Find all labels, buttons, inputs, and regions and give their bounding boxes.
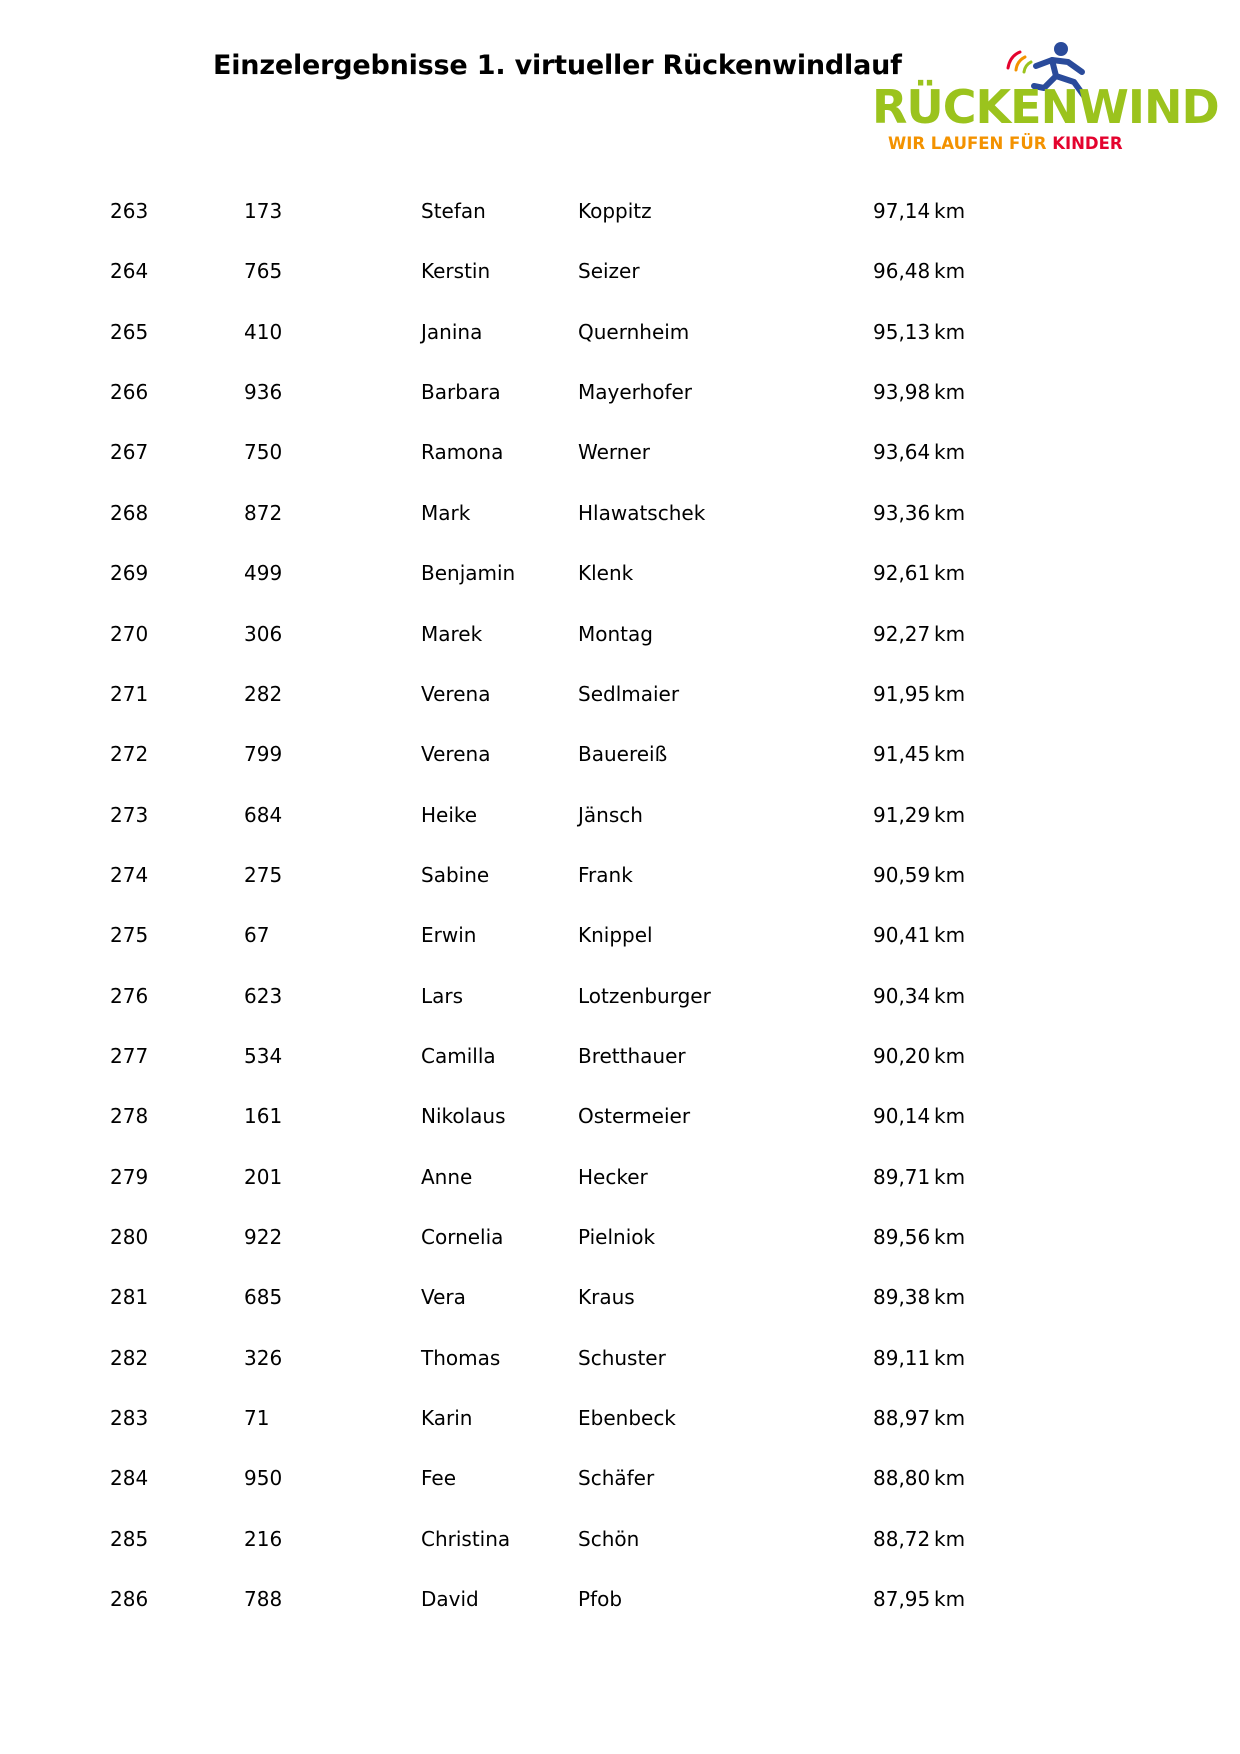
result-first-name: Janina	[421, 319, 483, 344]
result-rank: 267	[110, 440, 149, 465]
result-rank: 270	[110, 621, 149, 646]
result-unit: km	[934, 1225, 966, 1249]
result-start-number: 173	[244, 199, 283, 223]
result-first-name: Vera	[421, 1285, 466, 1310]
result-row	[0, 196, 1240, 226]
result-first-name: Heike	[421, 802, 478, 827]
result-unit: km	[934, 983, 966, 1008]
result-unit: km	[934, 1406, 966, 1430]
result-start-number: 950	[244, 1466, 283, 1491]
result-first-name: Kerstin	[421, 259, 491, 284]
result-last-name: Jänsch	[578, 802, 643, 827]
result-distance: 93,36	[873, 500, 931, 525]
result-rank: 263	[110, 199, 149, 223]
result-distance: 95,13	[873, 319, 931, 344]
result-rank: 277	[110, 1043, 149, 1068]
result-start-number: 799	[244, 742, 283, 767]
result-rank: 271	[110, 681, 149, 706]
result-last-name: Frank	[578, 862, 633, 887]
result-unit: km	[934, 802, 966, 827]
result-distance: 89,71	[873, 1164, 931, 1189]
result-unit: km	[934, 561, 966, 586]
rueckenwind-logo	[870, 40, 1219, 160]
result-start-number: 499	[244, 561, 283, 586]
result-row	[0, 1162, 1240, 1192]
result-start-number: 216	[244, 1526, 283, 1551]
result-first-name: Ramona	[421, 440, 504, 465]
result-rank: 264	[110, 259, 149, 284]
result-start-number: 410	[244, 319, 283, 344]
result-distance: 91,29	[873, 802, 931, 827]
result-first-name: Erwin	[421, 923, 477, 948]
result-distance: 97,14	[873, 199, 931, 223]
result-rank: 265	[110, 319, 149, 344]
result-rank: 281	[110, 1285, 149, 1310]
result-first-name: David	[421, 1587, 479, 1611]
result-first-name: Cornelia	[421, 1225, 504, 1249]
result-unit: km	[934, 681, 966, 706]
result-row	[0, 256, 1240, 286]
page-title: Einzelergebnisse 1. virtueller Rückenwindlauf	[213, 50, 902, 81]
result-unit: km	[934, 742, 966, 767]
result-distance: 92,61	[873, 561, 931, 586]
result-rank: 278	[110, 1104, 149, 1129]
result-start-number: 788	[244, 1587, 283, 1611]
result-unit: km	[934, 199, 966, 223]
result-distance: 91,95	[873, 681, 931, 706]
result-first-name: Benjamin	[421, 561, 516, 586]
result-start-number: 765	[244, 259, 283, 284]
result-unit: km	[934, 380, 966, 405]
result-first-name: Verena	[421, 681, 491, 706]
result-last-name: Koppitz	[578, 199, 652, 223]
result-start-number: 623	[244, 983, 283, 1008]
result-distance: 90,41	[873, 923, 931, 948]
result-rank: 272	[110, 742, 149, 767]
result-start-number: 534	[244, 1043, 283, 1068]
result-start-number: 282	[244, 681, 283, 706]
result-first-name: Christina	[421, 1526, 511, 1551]
result-unit: km	[934, 1104, 966, 1129]
result-unit: km	[934, 923, 966, 948]
result-last-name: Hecker	[578, 1164, 648, 1189]
result-rank: 279	[110, 1164, 149, 1189]
result-row	[0, 1584, 1240, 1614]
result-start-number: 326	[244, 1345, 283, 1370]
result-row	[0, 1101, 1240, 1131]
result-last-name: Pfob	[578, 1587, 623, 1611]
result-distance: 89,11	[873, 1345, 931, 1370]
result-unit: km	[934, 259, 966, 284]
result-first-name: Camilla	[421, 1043, 496, 1068]
result-start-number: 71	[244, 1406, 270, 1430]
result-last-name: Klenk	[578, 561, 634, 586]
result-last-name: Hlawatschek	[578, 500, 706, 525]
result-first-name: Verena	[421, 742, 491, 767]
result-row	[0, 558, 1240, 588]
result-last-name: Ebenbeck	[578, 1406, 676, 1430]
result-distance: 90,20	[873, 1043, 931, 1068]
result-row	[0, 498, 1240, 528]
result-row	[0, 1222, 1240, 1252]
result-unit: km	[934, 319, 966, 344]
result-first-name: Anne	[421, 1164, 473, 1189]
result-rank: 286	[110, 1587, 149, 1611]
result-first-name: Thomas	[421, 1345, 501, 1370]
result-distance: 90,59	[873, 862, 931, 887]
result-rank: 273	[110, 802, 149, 827]
result-distance: 90,34	[873, 983, 931, 1008]
result-first-name: Karin	[421, 1406, 473, 1430]
result-first-name: Fee	[421, 1466, 457, 1491]
logo-wordmark: RÜCKENWIND	[872, 80, 1219, 134]
result-first-name: Nikolaus	[421, 1104, 506, 1129]
result-row	[0, 437, 1240, 467]
result-start-number: 922	[244, 1225, 283, 1249]
result-distance: 88,97	[873, 1406, 931, 1430]
result-last-name: Kraus	[578, 1285, 635, 1310]
result-start-number: 161	[244, 1104, 283, 1129]
result-distance: 87,95	[873, 1587, 931, 1611]
result-distance: 91,45	[873, 742, 931, 767]
result-start-number: 306	[244, 621, 283, 646]
result-start-number: 275	[244, 862, 283, 887]
result-last-name: Montag	[578, 621, 653, 646]
result-row	[0, 1282, 1240, 1312]
result-row	[0, 377, 1240, 407]
result-rank: 283	[110, 1406, 149, 1430]
result-rank: 268	[110, 500, 149, 525]
result-distance: 93,98	[873, 380, 931, 405]
result-unit: km	[934, 440, 966, 465]
result-distance: 89,56	[873, 1225, 931, 1249]
result-last-name: Sedlmaier	[578, 681, 680, 706]
result-unit: km	[934, 1164, 966, 1189]
result-start-number: 936	[244, 380, 283, 405]
result-last-name: Schuster	[578, 1345, 666, 1370]
result-first-name: Stefan	[421, 199, 486, 223]
result-distance: 89,38	[873, 1285, 931, 1310]
result-rank: 285	[110, 1526, 149, 1551]
result-row	[0, 679, 1240, 709]
result-last-name: Seizer	[578, 259, 640, 284]
result-row	[0, 800, 1240, 830]
result-last-name: Ostermeier	[578, 1104, 691, 1129]
result-start-number: 685	[244, 1285, 283, 1310]
result-last-name: Knippel	[578, 923, 653, 948]
result-unit: km	[934, 1345, 966, 1370]
result-first-name: Lars	[421, 983, 464, 1008]
result-last-name: Lotzenburger	[578, 983, 711, 1008]
result-last-name: Bretthauer	[578, 1043, 686, 1068]
result-last-name: Schön	[578, 1526, 640, 1551]
result-unit: km	[934, 500, 966, 525]
result-unit: km	[934, 1587, 966, 1611]
result-first-name: Mark	[421, 500, 471, 525]
result-first-name: Marek	[421, 621, 483, 646]
result-last-name: Quernheim	[578, 319, 690, 344]
result-row	[0, 1403, 1240, 1433]
result-unit: km	[934, 1285, 966, 1310]
result-start-number: 201	[244, 1164, 283, 1189]
result-row	[0, 1463, 1240, 1493]
result-unit: km	[934, 1466, 966, 1491]
result-start-number: 872	[244, 500, 283, 525]
logo-tagline	[888, 136, 1123, 153]
result-first-name: Sabine	[421, 862, 490, 887]
result-row	[0, 981, 1240, 1011]
result-rank: 274	[110, 862, 149, 887]
result-unit: km	[934, 862, 966, 887]
result-start-number: 67	[244, 923, 270, 948]
result-rank: 284	[110, 1466, 149, 1491]
logo-tagline-part2: KINDER	[1052, 134, 1123, 153]
result-rank: 275	[110, 923, 149, 948]
result-distance: 96,48	[873, 259, 931, 284]
result-first-name: Barbara	[421, 380, 501, 405]
result-rank: 269	[110, 561, 149, 586]
result-rank: 282	[110, 1345, 149, 1370]
result-last-name: Mayerhofer	[578, 380, 693, 405]
result-start-number: 684	[244, 802, 283, 827]
result-row	[0, 739, 1240, 769]
result-distance: 88,80	[873, 1466, 931, 1491]
result-distance: 88,72	[873, 1526, 931, 1551]
result-unit: km	[934, 1043, 966, 1068]
result-row	[0, 619, 1240, 649]
result-last-name: Schäfer	[578, 1466, 655, 1491]
result-rank: 266	[110, 380, 149, 405]
result-row	[0, 1343, 1240, 1373]
result-unit: km	[934, 621, 966, 646]
result-last-name: Pielniok	[578, 1225, 656, 1249]
result-start-number: 750	[244, 440, 283, 465]
result-unit: km	[934, 1526, 966, 1551]
result-row	[0, 860, 1240, 890]
result-row	[0, 1524, 1240, 1554]
result-last-name: Werner	[578, 440, 650, 465]
result-rank: 280	[110, 1225, 149, 1249]
result-row	[0, 1041, 1240, 1071]
result-distance: 90,14	[873, 1104, 931, 1129]
result-row	[0, 920, 1240, 950]
logo-tagline-part1: WIR LAUFEN FÜR	[888, 134, 1053, 153]
result-distance: 93,64	[873, 440, 931, 465]
result-distance: 92,27	[873, 621, 931, 646]
result-rank: 276	[110, 983, 149, 1008]
result-row	[0, 317, 1240, 347]
result-last-name: Bauereiß	[578, 742, 668, 767]
